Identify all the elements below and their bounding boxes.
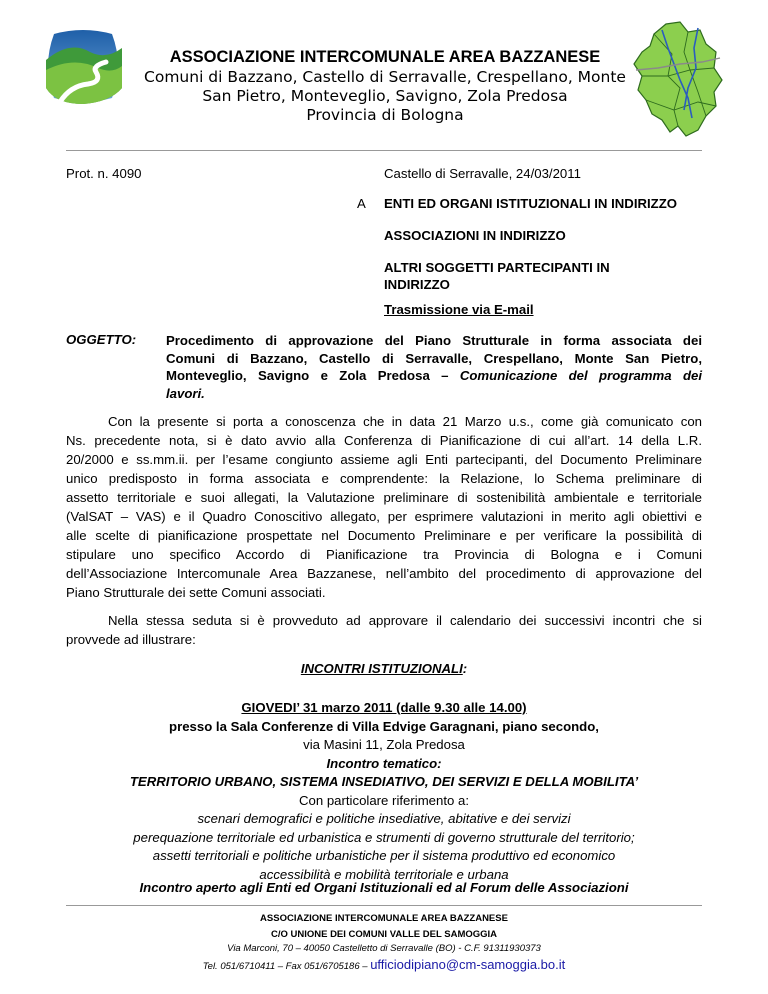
header-subtitle-line: Provincia di Bologna xyxy=(306,106,464,124)
meeting-date: GIOVEDI’ 31 marzo 2011 (dalle 9.30 alle 14.00) xyxy=(241,700,527,715)
recipient-line: ALTRI SOGGETTI PARTECIPANTI IN xyxy=(384,260,610,275)
transmission-note: Trasmissione via E-mail xyxy=(384,302,534,317)
paragraph-line: Ns. precedente nota, si è dato avvio alla Conferenza di Pianificazione di cui all’art. 14 della L.R. xyxy=(66,433,702,448)
meetings-heading-colon: : xyxy=(462,661,468,676)
subject-label: OGGETTO: xyxy=(66,332,137,347)
subject-italic: Comunicazione del programma dei xyxy=(459,368,702,383)
paragraph-line: alle scelte di pianificazione prospettate nel Documento Preliminare e per verificare la possibilità di xyxy=(66,528,702,543)
to-label: A xyxy=(357,196,366,211)
paragraph-calendar xyxy=(66,611,702,649)
meeting-topic: scenari demografici e politiche insediative, abitative e dei servizi xyxy=(197,811,571,826)
recipient-line: INDIRIZZO xyxy=(384,277,450,292)
paragraph-line: unico predisposto in forma associata e comprendente: la Relazione, lo Schema preliminare di xyxy=(66,471,702,486)
footer-email-link[interactable]: ufficiodipiano@cm-samoggia.bo.it xyxy=(370,957,566,972)
meetings-heading xyxy=(66,661,702,676)
footer-org: ASSOCIAZIONE INTERCOMUNALE AREA BAZZANESE xyxy=(260,913,508,924)
header-subtitle xyxy=(130,68,640,125)
territory-map-logo xyxy=(628,18,728,140)
header-divider xyxy=(66,150,702,151)
place-date: Castello di Serravalle, 24/03/2011 xyxy=(384,166,581,181)
paragraph-line: assetto territoriale e suoi allegati, la Valutazione preliminare di sostenibilità ambientale e territoriale xyxy=(66,490,702,505)
meeting-theme-label: Incontro tematico: xyxy=(326,755,442,771)
paragraph-line: stipulare uno specifico Accordo di Pianificazione tra Provincia di Bologna e i Comuni xyxy=(66,547,702,562)
recipient-line: ASSOCIAZIONI IN INDIRIZZO xyxy=(384,228,566,243)
subject-line: Comuni di Bazzano, Castello di Serravalle, Crespellano, Monte San Pietro, xyxy=(166,350,702,366)
paragraph-line: 20/2000 e ss.mm.ii. per l’esame congiunto assieme agli Enti partecipanti, del Documento Preliminare xyxy=(66,452,702,467)
paragraph-line: dell’Associazione Intercomunale Area Bazzanese, nell’ambito del procedimento di approvazione del xyxy=(66,566,702,581)
footer-address: Via Marconi, 70 – 40050 Castelletto di Serravalle (BO) - C.F. 91311930373 xyxy=(227,943,541,954)
meeting-reference-label: Con particolare riferimento a: xyxy=(298,792,470,808)
meeting-topic: perequazione territoriale ed urbanistica e strumenti di governo strutturale del territorio; xyxy=(133,829,635,845)
meeting-topic: accessibilità e mobilità territoriale e urbana xyxy=(259,866,509,882)
meeting-venue: presso la Sala Conferenze di Villa Edvige Garagnani, piano secondo, xyxy=(169,718,599,734)
subject-italic-end: lavori. xyxy=(166,385,205,401)
footer-divider xyxy=(66,905,702,906)
subject-line: Monteveglio, Savigno e Zola Predosa – xyxy=(166,368,460,383)
paragraph-line: Con la presente si porta a conoscenza che in data 21 Marzo u.s., come già comunicato con xyxy=(108,414,702,429)
meeting-open-to: Incontro aperto agli Enti ed Organi Istituzionali ed al Forum delle Associazioni xyxy=(139,880,629,895)
meeting-details xyxy=(66,699,702,884)
meeting-address: via Masini 11, Zola Predosa xyxy=(303,737,465,752)
meeting-topic: assetti territoriali e politiche urbanistiche per il sistema produttivo ed economico xyxy=(152,848,616,863)
paragraph-line: Nella stessa seduta si è provveduto ad approvare il calendario dei successivi incontri che si xyxy=(108,613,702,628)
header-subtitle-line: Comuni di Bazzano, Castello di Serravalle, Crespellano, Monte xyxy=(144,68,626,86)
paragraph-line: provvede ad illustrare: xyxy=(66,632,196,647)
paragraph-intro xyxy=(66,412,702,602)
protocol-number: Prot. n. 4090 xyxy=(66,166,142,181)
header-title: ASSOCIAZIONE INTERCOMUNALE AREA BAZZANESE xyxy=(169,48,601,66)
subject-text xyxy=(166,332,702,402)
header-subtitle-line: San Pietro, Monteveglio, Savigno, Zola Predosa xyxy=(202,87,568,105)
recipient-line: ENTI ED ORGANI ISTITUZIONALI IN INDIRIZZO xyxy=(384,196,678,211)
meeting-theme: TERRITORIO URBANO, SISTEMA INSEDIATIVO, DEI SERVIZI E DELLA MOBILITA’ xyxy=(129,774,639,789)
footer xyxy=(66,912,702,974)
meetings-heading-text: INCONTRI ISTITUZIONALI xyxy=(300,661,463,676)
footer-phones: Tel. 051/6710411 – Fax 051/6705186 – xyxy=(202,961,371,972)
subject-line: Procedimento di approvazione del Piano Strutturale in forma associata dei xyxy=(166,333,702,348)
paragraph-line: (ValSAT – VAS) e il Quadro Conoscitivo allegato, per esprimere valutazioni in merito agli obiettivi e xyxy=(66,509,702,524)
footer-care-of: C/O UNIONE DEI COMUNI VALLE DEL SAMOGGIA xyxy=(270,929,498,940)
association-logo xyxy=(40,26,126,106)
paragraph-line: Piano Strutturale dei sette Comuni associati. xyxy=(66,585,326,600)
